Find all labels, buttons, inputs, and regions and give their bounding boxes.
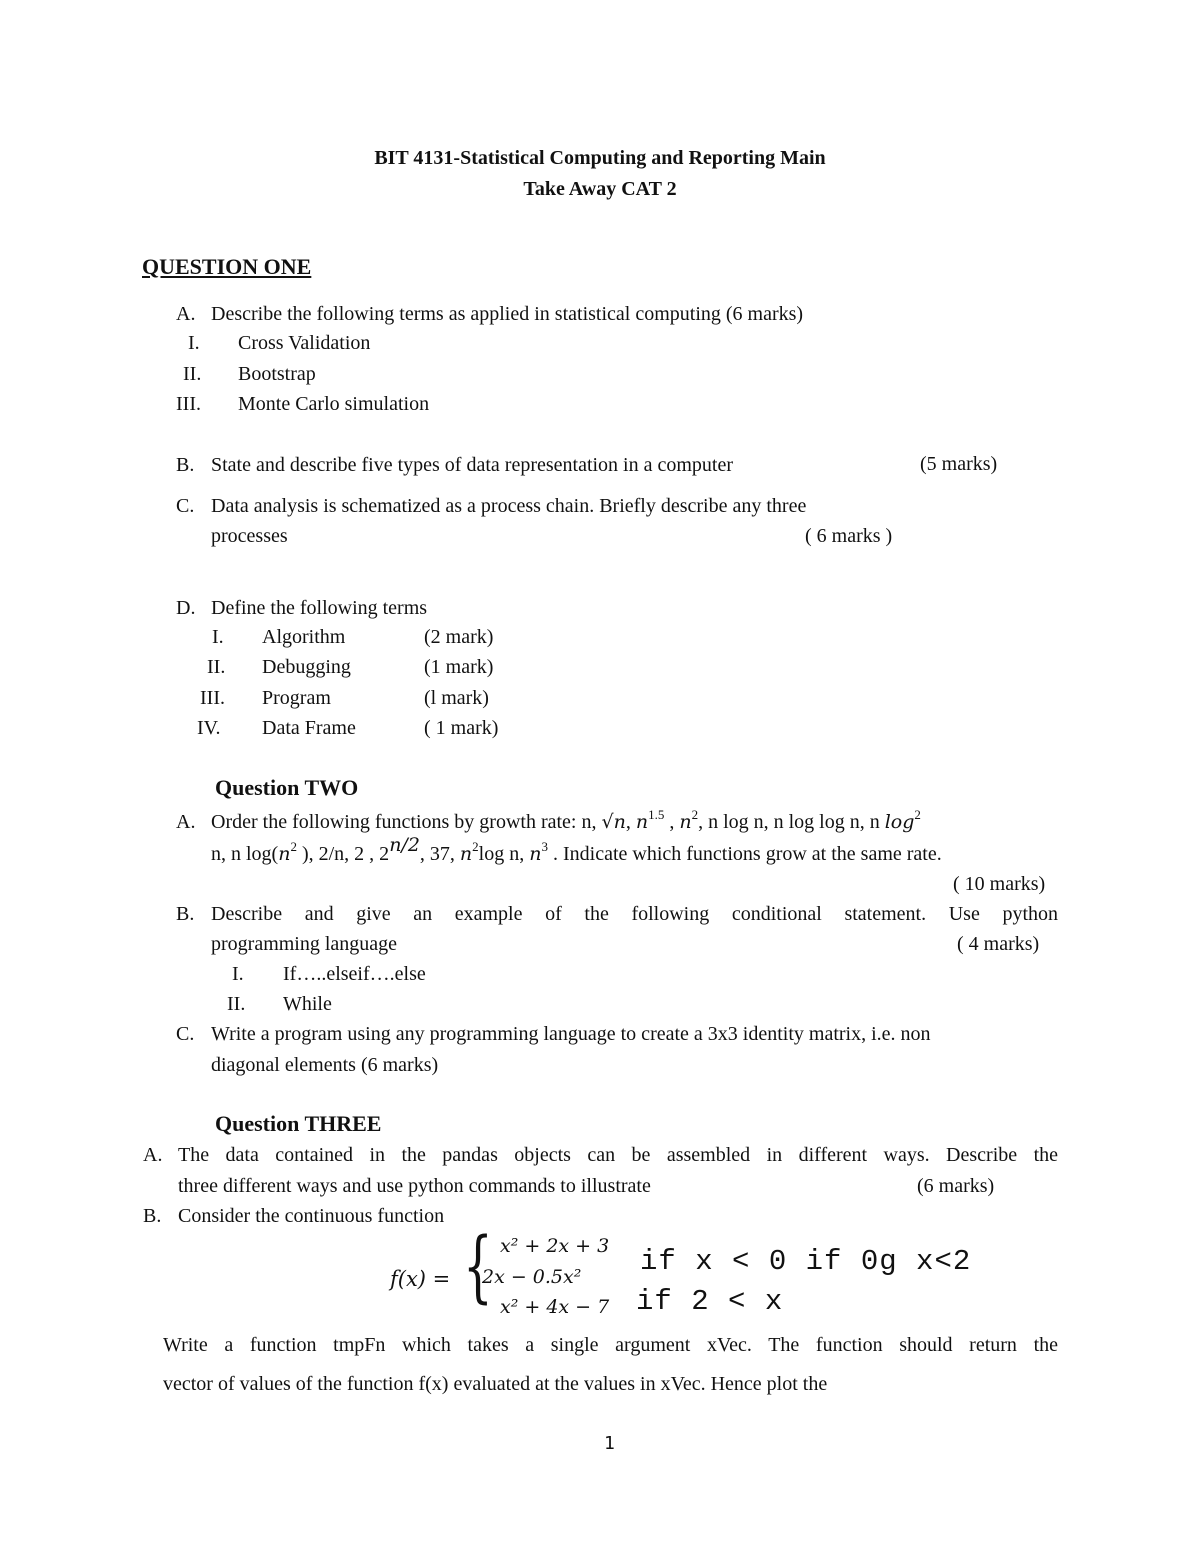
q2-b-item: If…..elseif….else <box>283 963 426 985</box>
formula-brace: { <box>463 1222 493 1312</box>
q1-d-item-term: Algorithm <box>262 626 346 648</box>
q2-b-letter: B. <box>176 903 195 925</box>
q1-a-item: Cross Validation <box>238 332 371 354</box>
q2-b-marks: ( 4 marks) <box>957 933 1040 955</box>
q3-a-letter: A. <box>143 1144 163 1166</box>
q1-c-letter: C. <box>176 495 195 517</box>
q1-d-item-num: III. <box>200 687 225 709</box>
q1-b-letter: B. <box>176 454 195 476</box>
q1-d-item-term: Data Frame <box>262 717 356 739</box>
q2-b-line2: programming language <box>211 933 398 955</box>
formula-lhs: f(x) = <box>390 1267 451 1291</box>
q2-b-item-num: I. <box>232 963 244 985</box>
q3-b-letter: B. <box>143 1205 162 1227</box>
question-two-heading: Question TWO <box>215 775 359 800</box>
q1-a-item-num: II. <box>183 363 202 385</box>
q1-a-item: Bootstrap <box>238 363 316 385</box>
q2-c-line1: Write a program using any programming language to create a 3x3 identity matrix, i.e. non <box>211 1023 931 1045</box>
q1-c-line1: Data analysis is schematized as a process chain. Briefly describe any three <box>211 495 807 517</box>
formula-condition-1: if x < 0 if 0g x<2 <box>640 1245 972 1278</box>
q1-d-item-num: II. <box>207 656 226 678</box>
formula-case-2: 2x − 0.5x² <box>482 1266 582 1288</box>
q3-paragraph-line1: Write a function tmpFn which takes a single argument xVec. The function should return the <box>163 1334 1058 1356</box>
q2-a-marks: ( 10 marks) <box>953 873 1046 895</box>
q3-a-line1: The data contained in the pandas objects can be assembled in different ways. Describe the <box>178 1144 1058 1166</box>
q2-b-item-num: II. <box>227 993 246 1015</box>
q1-b-text: State and describe five types of data representation in a computer <box>211 454 734 476</box>
q1-d-letter: D. <box>176 597 196 619</box>
q2-c-line2: diagonal elements (6 marks) <box>211 1054 439 1076</box>
q1-c-line2: processes <box>211 525 288 547</box>
document-subtitle: Take Away CAT 2 <box>523 178 677 200</box>
q2-b-item: While <box>283 993 332 1015</box>
formula-condition-2: if 2 < x <box>636 1285 784 1318</box>
q1-c-marks: ( 6 marks ) <box>805 525 893 547</box>
formula-case-3: x² + 4x − 7 <box>500 1296 610 1318</box>
q2-a-letter: A. <box>176 811 196 833</box>
q1-d-text: Define the following terms <box>211 597 428 619</box>
q1-d-item-marks: (2 mark) <box>424 626 494 648</box>
q2-a-line2: n, n $\log(n^2$ ), 2/n, 2 , $2^{n/2}$, 37, $n^2\log$ n, $n^3$ . Indicate which functions grow at the same rate. <box>211 834 942 865</box>
q1-a-item: Monte Carlo simulation <box>238 393 430 415</box>
q2-b-line1: Describe and give an example of the following conditional statement. Use python <box>211 903 1058 925</box>
q1-d-item-num: IV. <box>197 717 221 739</box>
q1-d-item-marks: (1 mark) <box>424 656 494 678</box>
q3-a-line2: three different ways and use python commands to illustrate <box>178 1175 651 1197</box>
q1-d-item-num: I. <box>212 626 224 648</box>
formula-case-1: x² + 2x + 3 <box>500 1235 610 1257</box>
question-one-heading: QUESTION ONE <box>142 254 312 279</box>
q2-a-line1: Order the following functions by growth rate: n, √n, $n^{1.5}$ , $n^2$, n log n, n log log n, n $\log^2$ <box>211 807 921 833</box>
q3-paragraph-line2: vector of values of the function f(x) evaluated at the values in xVec. Hence plot the <box>163 1373 828 1395</box>
q1-b-marks: (5 marks) <box>920 453 998 475</box>
q1-d-item-term: Debugging <box>262 656 351 678</box>
q1-a-item-num: III. <box>176 393 201 415</box>
q1-d-item-marks: ( 1 mark) <box>424 717 499 739</box>
q1-d-item-term: Program <box>262 687 331 709</box>
q3-a-marks: (6 marks) <box>917 1175 995 1197</box>
q2-c-letter: C. <box>176 1023 195 1045</box>
question-three-heading: Question THREE <box>215 1111 382 1136</box>
document-title: BIT 4131-Statistical Computing and Reporting Main <box>374 147 826 169</box>
page-number: 1 <box>604 1433 615 1454</box>
q1-a-text: Describe the following terms as applied in statistical computing (6 marks) <box>211 303 804 325</box>
q1-a-item-num: I. <box>188 332 200 354</box>
q3-b-text: Consider the continuous function <box>178 1205 445 1227</box>
q1-d-item-marks: (l mark) <box>424 687 489 709</box>
q1-a-letter: A. <box>176 303 196 325</box>
